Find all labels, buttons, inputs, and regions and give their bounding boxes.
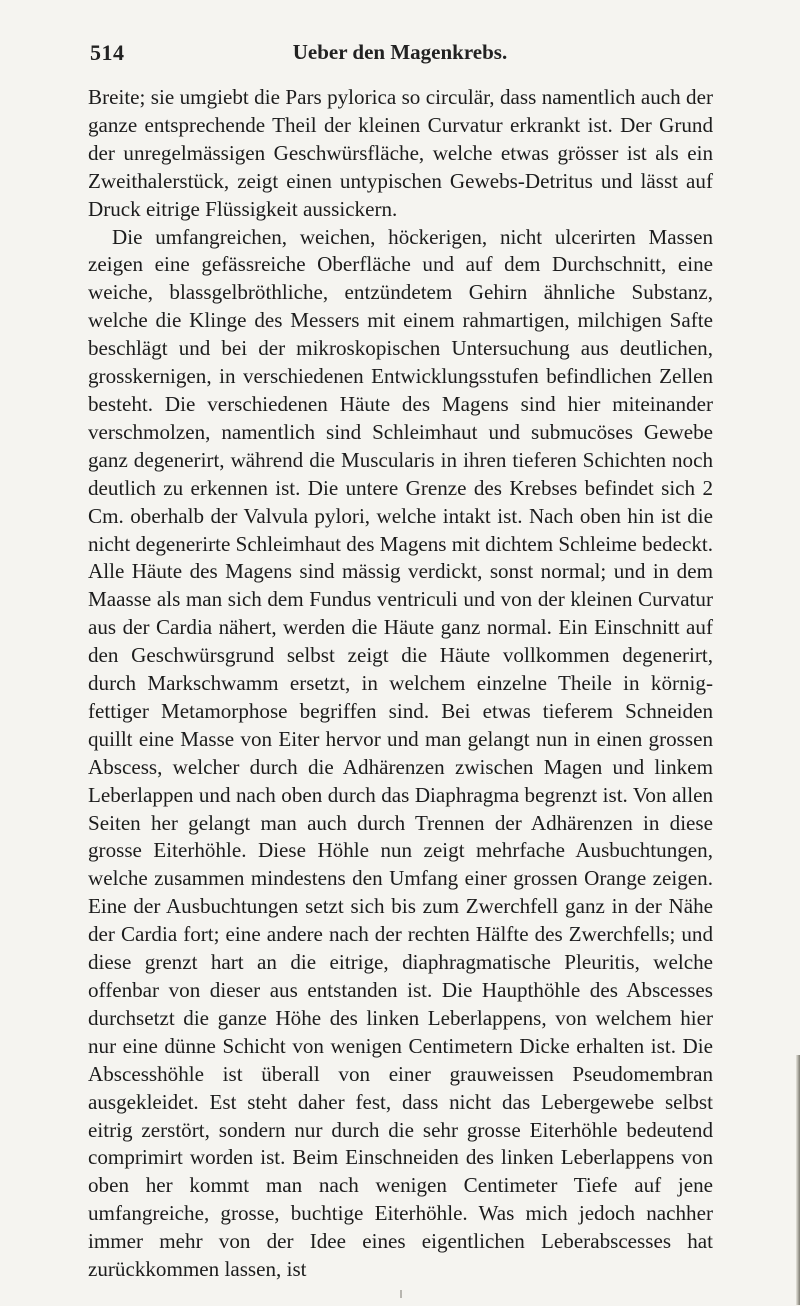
page-number: 514 <box>90 40 125 65</box>
running-title: Ueber den Magenkrebs. <box>292 40 508 64</box>
print-mark <box>400 1290 402 1298</box>
paragraph: Breite; sie umgiebt die Pars pylorica so circulär, dass namentlich auch der ganze entsprechende Theil der kleinen Curvatur erkrankt ist. Der Grund der unregelmässigen Geschwürsfläche, welche etwas grösser ist als ein Zweithalerstück, zeigt einen untypischen Gewebs-Detritus und lässt auf Druck eitrige Flüssigkeit aussickern. <box>88 85 713 221</box>
page-edge-shadow <box>796 1055 800 1305</box>
paragraph: Die umfangreichen, weichen, höckerigen, nicht ulcerirten Massen zeigen eine gefässreiche Oberfläche und auf dem Durchschnitt, eine weiche, blassgelbröthliche, entzündetem Gehirn ähnliche Substanz, welche die Klinge des Messers mit einem rahmartigen, milchigen Safte beschlägt und bei der mikroskopischen Untersuchung aus deutlichen, grosskernigen, in verschiedenen Entwicklungsstufen befindlichen Zellen besteht. Die verschiedenen Häute des Magens sind hier miteinander verschmolzen, namentlich sind Schleimhaut und submucöses Gewebe ganz degenerirt, während die Muscularis in ihren tieferen Schichten noch deutlich zu erkennen ist. Die untere Grenze des Krebses befindet sich 2 Cm. oberhalb der Valvula pylori, welche intakt ist. Nach oben hin ist die nicht degenerirte Schleimhaut des Magens mit dichtem Schleime bedeckt. Alle Häute des Magens sind mässig verdickt, sonst normal; und in dem Maasse als man sich dem Fundus ventriculi und von der kleinen Curvatur aus der Cardia nähert, werden die Häute ganz normal. Ein Einschnitt auf den Geschwürsgrund selbst zeigt die Häute vollkommen degenerirt, durch Markschwamm ersetzt, in welchem einzelne Theile in körnig-fettiger Metamorphose begriffen sind. Bei etwas tieferem Schneiden quillt eine Masse von Eiter hervor und man gelangt nun in einen grossen Abscess, welcher durch die Adhärenzen zwischen Magen und linkem Leberlappen und nach oben durch das Diaphragma begrenzt ist. Von allen Seiten her gelangt man auch durch Trennen der Adhärenzen in diese grosse Eiterhöhle. Diese Höhle nun zeigt mehrfache Ausbuchtungen, welche zusammen mindestens den Umfang einer grossen Orange zeigen. Eine der Ausbuchtungen setzt sich bis zum Zwerchfell ganz in der Nähe der Cardia fort; eine andere nach der rechten Hälfte des Zwerchfells; und diese grenzt hart an die eitrige, diaphragmatische Pleuritis, welche offenbar von dieser aus entstanden ist. Die Haupthöhle des Abscesses durchsetzt die ganze Höhe des linken Leberlappens, von welchem hier nur eine dünne Schicht von wenigen Centimetern Dicke erhalten ist. Die Abscesshöhle ist überall von einer grauweissen Pseudomembran ausgekleidet. Est steht daher fest, dass nicht das Lebergewebe selbst eitrig zerstört, sondern nur durch die sehr grosse Eiterhöhle bedeutend comprimirt worden ist. Beim Einschneiden des linken Leberlappens von oben her kommt man nach wenigen Centimeter Tiefe auf jene umfangreiche, grosse, buchtige Eiterhöhle. Was mich jedoch nachher immer mehr von der Idee eines eigentlichen Leberabscesses hat zurückkommen lassen, ist <box>88 224 714 1282</box>
body-text <box>88 84 713 1284</box>
page-header <box>90 40 710 76</box>
